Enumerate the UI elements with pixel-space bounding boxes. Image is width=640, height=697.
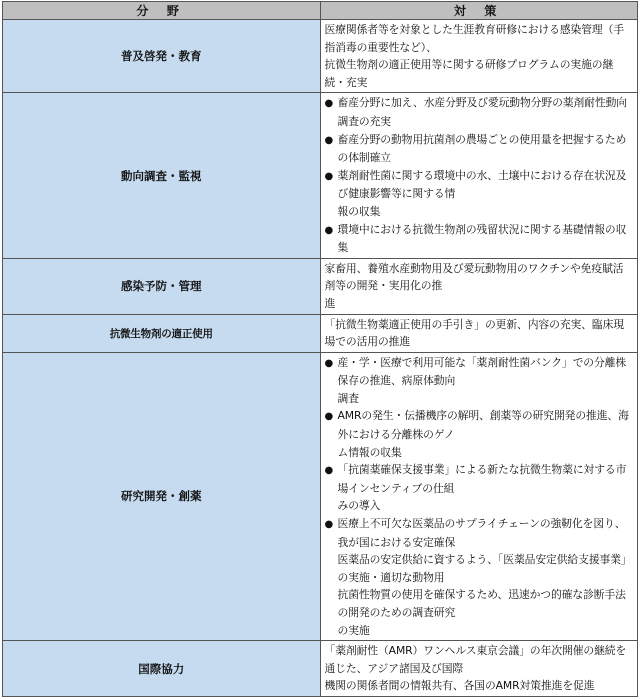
header-measures: 対 策 xyxy=(320,2,638,20)
measure-bullet: ● 「抗菌薬確保支援事業」による新たな抗微生物薬に対する市場インセンティブの仕組 みの導入 xyxy=(325,461,634,515)
measure-text: 「薬剤耐性（AMR）ワンヘルス東京会議」の年次開催の継続を通じた、アジア諸国及び国際 xyxy=(324,644,627,675)
measure-bullet: ● 薬剤耐性菌に関する環境中の水、土壌中における存在状況及び健康影響等に関する情 報の収集 xyxy=(325,167,634,221)
measures-cell xyxy=(320,641,638,697)
measure-text: 抗微生物剤の適正使用等に関する研修プログラムの実施の継続・充実 xyxy=(324,58,614,89)
measures-cell xyxy=(320,20,638,93)
table-header-row xyxy=(3,2,638,20)
measure-text: 機関の関係者間の情報共有、各国のAMR対策推進を促進 xyxy=(324,679,595,693)
measure-text: 医療関係者等を対象とした生涯教育研修における感染管理（手指消毒の重要性など）、 xyxy=(324,23,625,54)
table-row-international xyxy=(3,641,638,697)
measure-bullet: ● 医療上不可欠な医薬品のサプライチェーンの強靭化を図り、我が国における安定確保 医薬品の安定供給に資するよう、「医薬品安定供給支援事業」の実施・適切な動物用 抗菌性物質の使用を確保するため、迅速かつ的確な診断手法の開発のための調査研究 の実施 xyxy=(325,515,634,639)
measure-bullet: ● 産・学・医療で利用可能な「薬剤耐性菌バンク」での分離株保存の推進、病原体動向 調査 xyxy=(325,354,634,408)
category-cell: 感染予防・管理 xyxy=(3,258,321,314)
measures-cell xyxy=(320,314,638,352)
table-row-appropriate-use xyxy=(3,314,638,352)
header-category: 分 野 xyxy=(3,2,321,20)
category-cell: 研究開発・創薬 xyxy=(3,352,321,641)
category-cell: 国際協力 xyxy=(3,641,321,697)
measure-bullet: ● 畜産分野に加え、水産分野及び愛玩動物分野の薬剤耐性動向調査の充実 xyxy=(325,94,634,130)
category-cell: 普及啓発・教育 xyxy=(3,20,321,93)
measures-table xyxy=(2,1,638,697)
measure-text: 進 xyxy=(324,296,336,310)
measure-text: 「抗微生物薬適正使用の手引き」の更新、内容の充実、臨床現場での活用の推進 xyxy=(324,317,625,349)
table-row-research xyxy=(3,352,638,641)
measure-bullet: ● AMRの発生・伝播機序の解明、創薬等の研究開発の推進、海外における分離株のゲノ ム情報の収集 xyxy=(325,407,634,461)
measure-bullet: ● 畜産分野の動物用抗菌剤の農場ごとの使用量を把握するための体制確立 xyxy=(325,131,634,167)
measure-text: 家畜用、養殖水産動物用及び愛玩動物用のワクチンや免疫賦活剤等の開発・実用化の推 xyxy=(324,261,624,293)
measures-cell xyxy=(320,352,638,641)
measure-bullet: ● 環境中における抗微生物剤の残留状況に関する基礎情報の収集 xyxy=(325,221,634,257)
measures-cell xyxy=(320,258,638,314)
measures-cell xyxy=(320,93,638,258)
table-row-surveillance xyxy=(3,93,638,258)
table-row-education xyxy=(3,20,638,93)
category-cell: 動向調査・監視 xyxy=(3,93,321,258)
category-cell: 抗微生物剤の適正使用 xyxy=(3,314,321,352)
table-row-infection-prevention xyxy=(3,258,638,314)
